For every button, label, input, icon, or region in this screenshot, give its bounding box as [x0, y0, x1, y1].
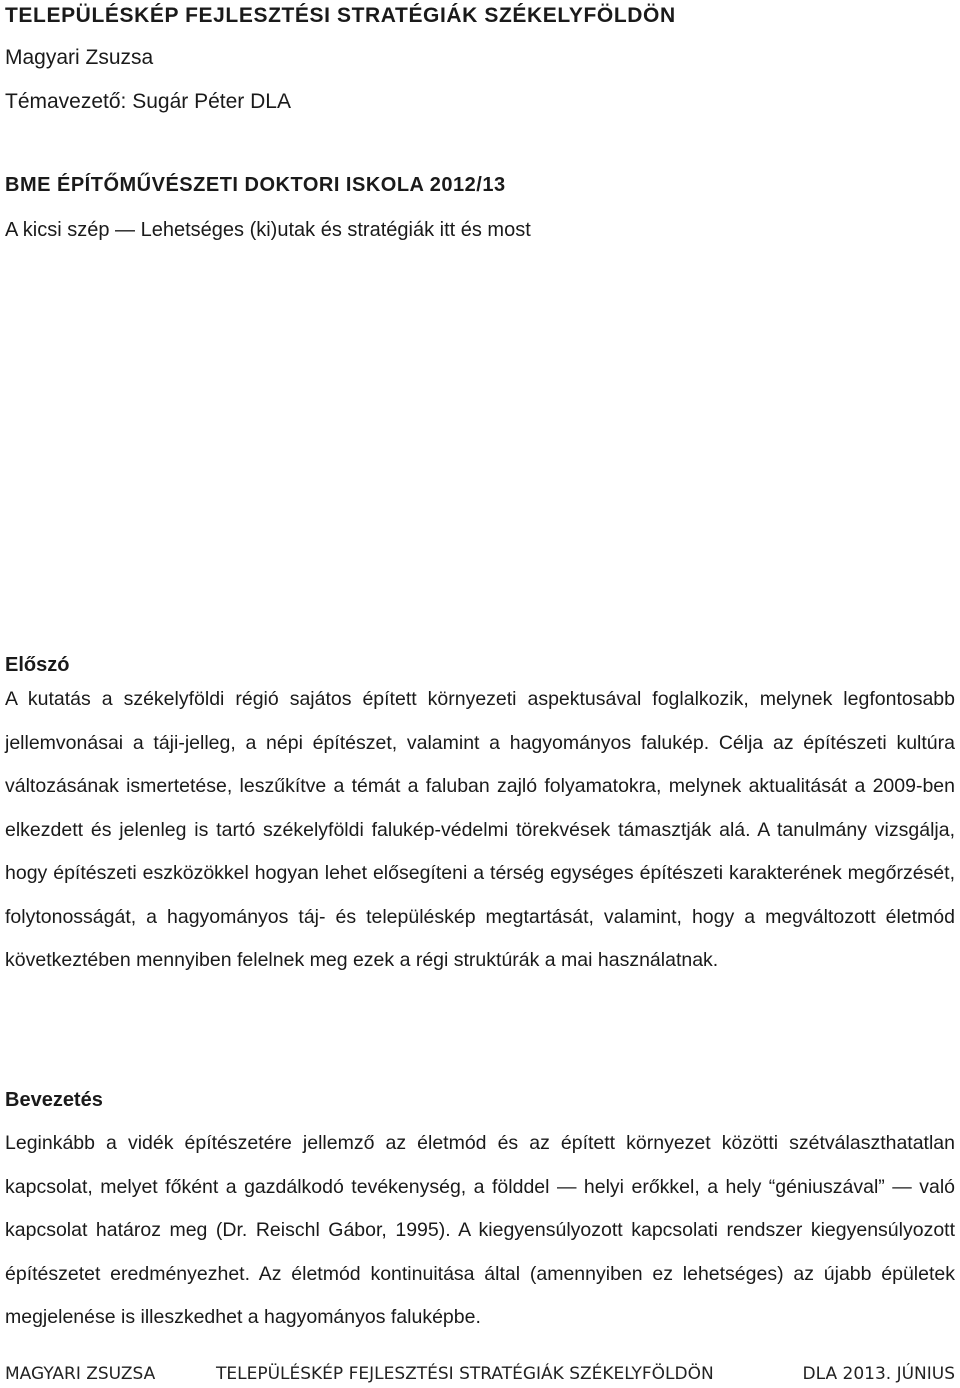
- footer-date: DLA 2013. JÚNIUS: [802, 1364, 955, 1384]
- footer-title: TELEPÜLÉSKÉP FEJLESZTÉSI STRATÉGIÁK SZÉKELYFÖLDÖN: [216, 1364, 714, 1384]
- section-heading-eloszo: Előszó: [5, 654, 70, 676]
- section-paragraph-bevezetes: Leginkább a vidék építészetére jellemző az életmód és az épített környezet közötti szétválaszthatatlan kapcsolat, melyet főként a gazdálkodó tevékenység, a földdel — helyi erőkkel, a hely “géniuszával” — való kapcsolat határoz meg (Dr. Reischl Gábor, 1995). A kiegyensúlyozott kapcsolati rendszer kiegyensúlyozott építészetet eredményezhet. Az életmód kontinuitása által (amennyiben ez lehetséges) az újabb épületek megjelenése is illeszkedhet a hagyományos faluképbe.: [5, 1132, 955, 1328]
- section-paragraph-eloszo: A kutatás a székelyföldi régió sajátos épített környezeti aspektusával foglalkozik, melynek legfontosabb jellemvonásai a táji-jelleg, a népi építészet, valamint a hagyományos falukép. Célja az építészeti kultúra változásának ismertetése, leszűkítve a témát a faluban zajló folyamatokra, melynek aktualitását a 2009-ben elkezdett és jelenleg is tartó székelyföldi falukép-védelmi törekvések támasztják alá. A tanulmány vizsgálja, hogy építészeti eszközökkel hogyan lehet elősegíteni a térség egységes építészeti karakterének megőrzését, folytonosságát, a hagyományos táj- és településkép megtartását, valamint, hogy a megváltozott életmód következtében mennyiben felelnek meg ezek a régi struktúrák a mai használatnak.: [5, 688, 955, 971]
- section-heading-bevezetes: Bevezetés: [5, 1089, 103, 1111]
- supervisor-line: Témavezető: Sugár Péter DLA: [5, 90, 291, 113]
- school-line: BME ÉPÍTŐMŰVÉSZETI DOKTORI ISKOLA 2012/13: [5, 174, 506, 196]
- document-subtitle: A kicsi szép — Lehetséges (ki)utak és stratégiák itt és most: [5, 219, 531, 241]
- document-title: TELEPÜLÉSKÉP FEJLESZTÉSI STRATÉGIÁK SZÉKELYFÖLDÖN: [5, 4, 676, 27]
- author-name: Magyari Zsuzsa: [5, 46, 154, 69]
- footer-author: MAGYARI ZSUZSA: [5, 1364, 156, 1384]
- page-footer: [5, 1360, 955, 1388]
